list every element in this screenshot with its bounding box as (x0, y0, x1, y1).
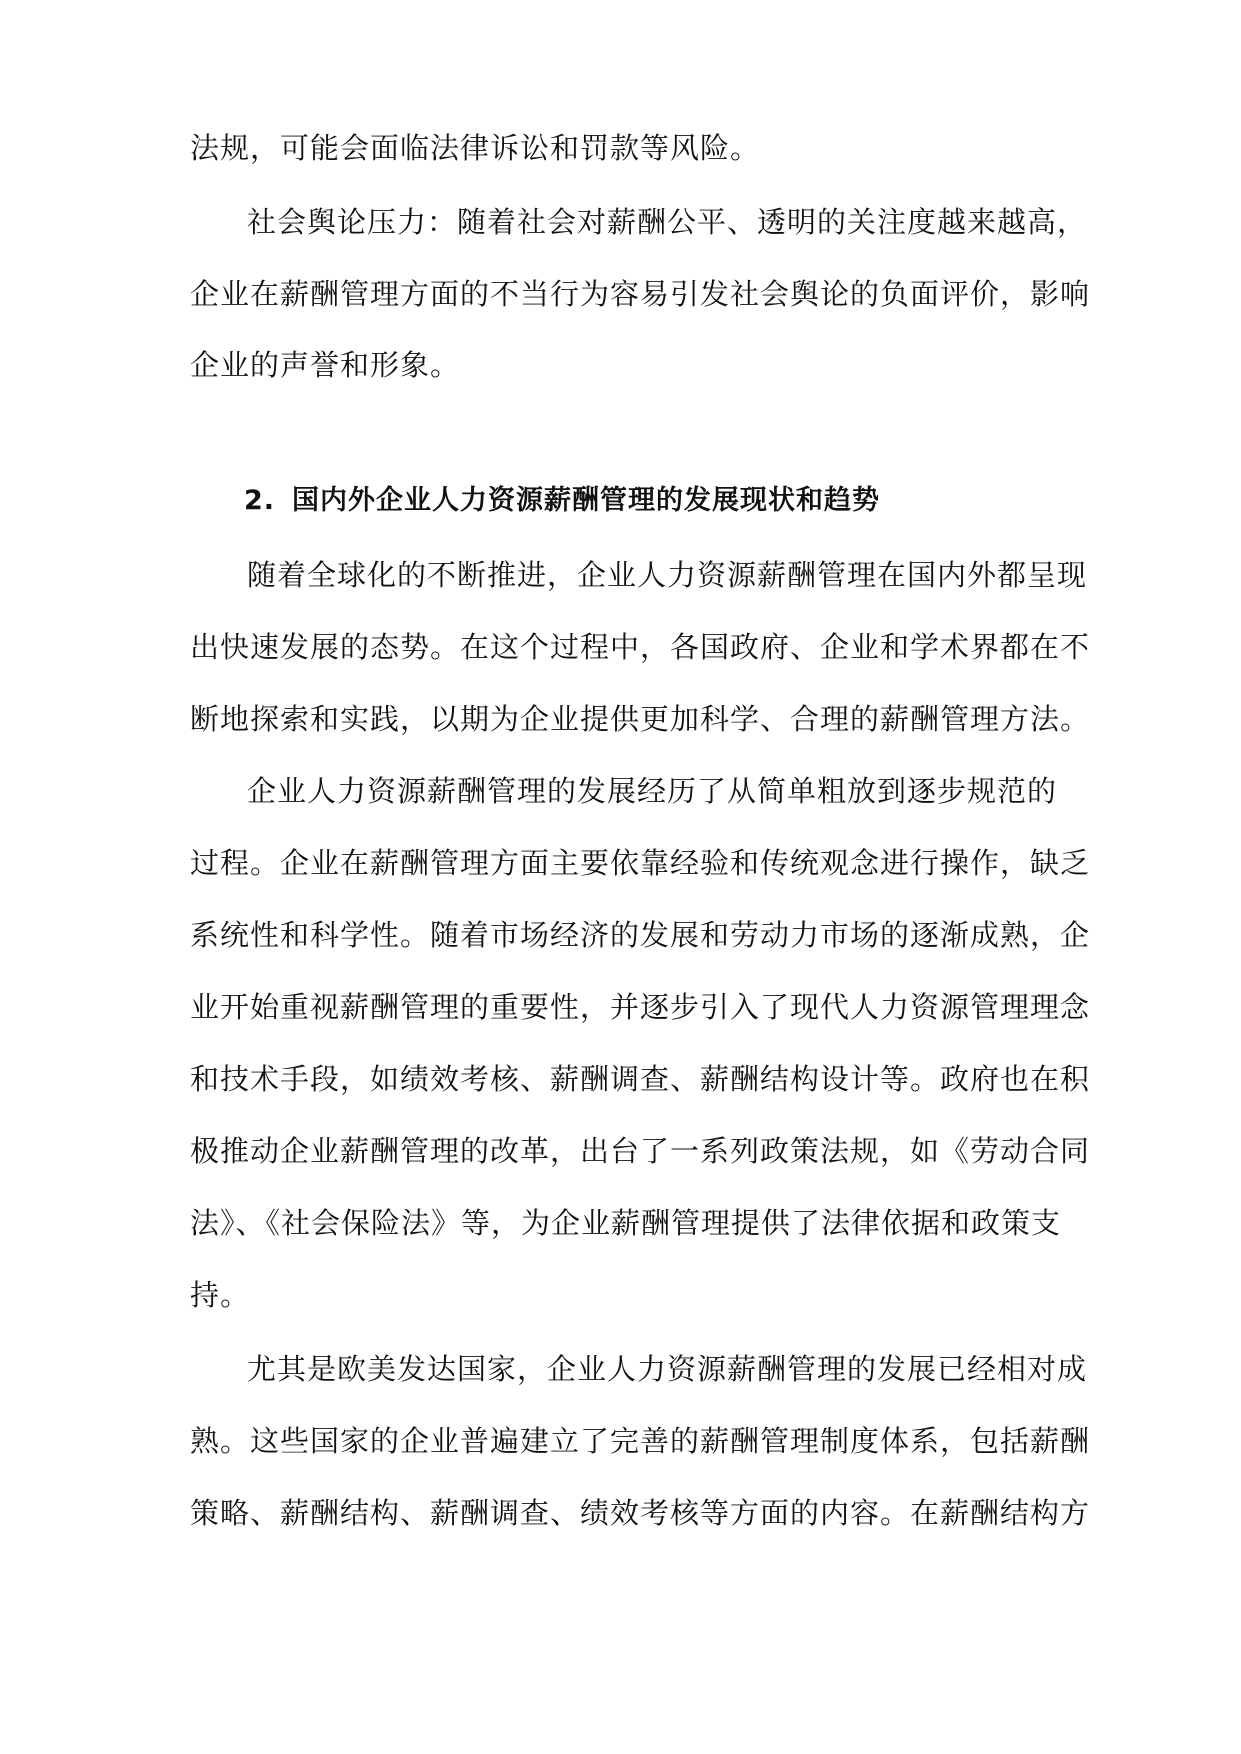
paragraph-line: 法》、《社会保险法》等，为企业薪酬管理提供了法律依据和政策支 (190, 1206, 1062, 1240)
paragraph-line: 熟。这些国家的企业普遍建立了完善的薪酬管理制度体系，包括薪酬 (190, 1424, 1091, 1458)
paragraph-line: 法规，可能会面临法律诉讼和罚款等风险。 (190, 131, 761, 165)
paragraph-line: 企业的声誉和形象。 (190, 348, 461, 382)
paragraph-line: 社会舆论压力：随着社会对薪酬公平、透明的关注度越来越高， (247, 205, 1088, 239)
paragraph-line: 策略、薪酬结构、薪酬调查、绩效考核等方面的内容。在薪酬结构方 (190, 1496, 1091, 1530)
paragraph-line: 极推动企业薪酬管理的改革，出台了一系列政策法规，如《劳动合同 (190, 1134, 1091, 1168)
paragraph-line: 出快速发展的态势。在这个过程中，各国政府、企业和学术界都在不 (190, 630, 1091, 664)
section-heading (244, 481, 880, 521)
paragraph-line: 随着全球化的不断推进，企业人力资源薪酬管理在国内外都呈现 (247, 558, 1088, 592)
section-number: 2. (244, 485, 276, 516)
paragraph-line: 尤其是欧美发达国家，企业人力资源薪酬管理的发展已经相对成 (247, 1352, 1088, 1386)
paragraph-line: 企业人力资源薪酬管理的发展经历了从简单粗放到逐步规范的 (247, 774, 1058, 808)
paragraph-line: 系统性和科学性。随着市场经济的发展和劳动力市场的逐渐成熟，企 (190, 918, 1091, 952)
paragraph-line: 断地探索和实践，以期为企业提供更加科学、合理的薪酬管理方法。 (190, 702, 1091, 736)
paragraph-line: 过程。企业在薪酬管理方面主要依靠经验和传统观念进行操作，缺乏 (190, 846, 1091, 880)
paragraph-line: 持。 (190, 1278, 251, 1312)
paragraph-line: 和技术手段，如绩效考核、薪酬调查、薪酬结构设计等。政府也在积 (190, 1062, 1091, 1096)
paragraph-line: 业开始重视薪酬管理的重要性，并逐步引入了现代人力资源管理理念 (190, 990, 1091, 1024)
paragraph-line: 企业在薪酬管理方面的不当行为容易引发社会舆论的负面评价，影响 (190, 277, 1091, 311)
section-title: 国内外企业人力资源薪酬管理的发展现状和趋势 (292, 485, 880, 516)
